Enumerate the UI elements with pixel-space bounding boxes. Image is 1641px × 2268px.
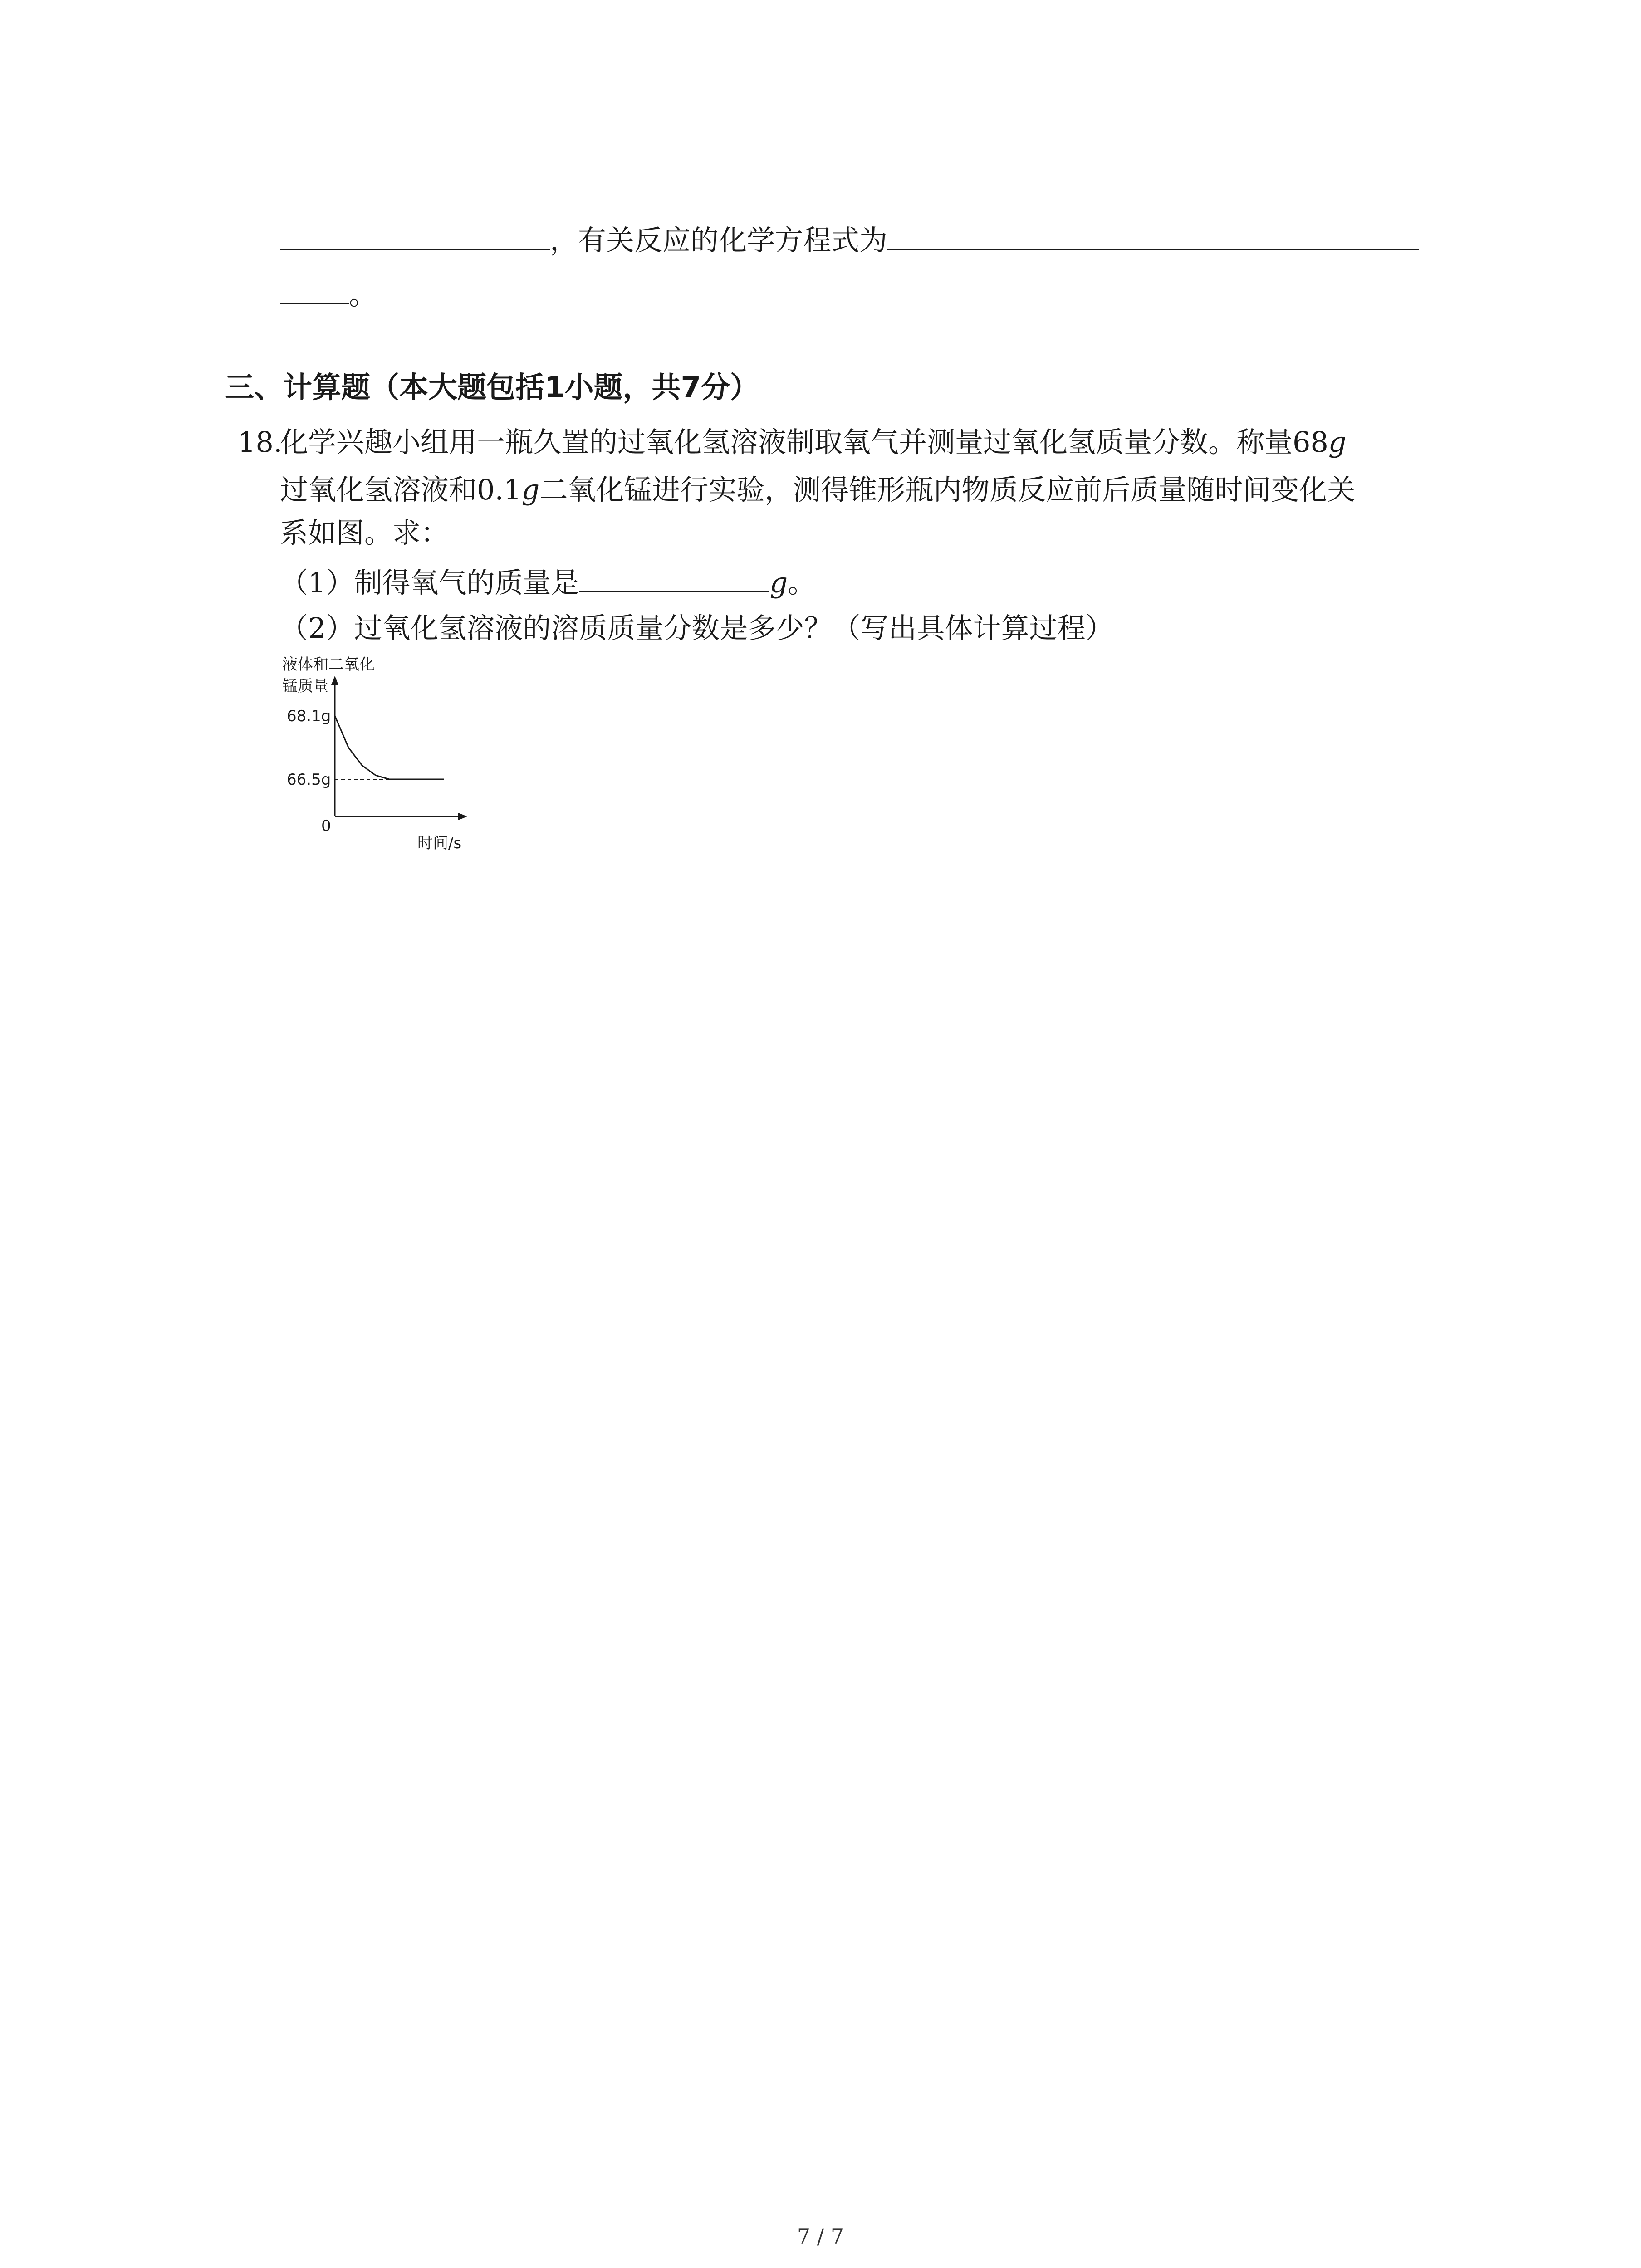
y-tick-label-bottom: 66.5g bbox=[287, 771, 331, 789]
answer-blank[interactable] bbox=[280, 223, 550, 250]
question-number: 18. bbox=[238, 425, 283, 459]
question-line-1 bbox=[280, 424, 1347, 460]
equation-blank[interactable] bbox=[887, 223, 1419, 250]
x-axis-label: 时间/s bbox=[417, 834, 462, 852]
oxygen-mass-blank[interactable] bbox=[579, 566, 769, 592]
unit-g: g bbox=[769, 566, 788, 599]
question-line-2 bbox=[280, 472, 1355, 508]
question-text: 系如图。求： bbox=[280, 516, 449, 549]
section-title: 三、计算题（本大题包括1小题，共7分） bbox=[225, 371, 759, 405]
sub-question-2 bbox=[280, 610, 1113, 646]
x-axis-arrow bbox=[458, 813, 467, 820]
mass-curve bbox=[335, 716, 444, 779]
equation-prompt: ，有关反应的化学方程式为 bbox=[550, 224, 888, 257]
unit-g: g bbox=[521, 473, 540, 506]
question-text: 二氧化锰进行实验，测得锥形瓶内物质反应前后质量随时间变化关 bbox=[539, 473, 1356, 506]
page-footer: 7 / 7 bbox=[797, 2224, 844, 2248]
unit-g: g bbox=[1328, 425, 1347, 459]
answer-line-1 bbox=[280, 222, 1419, 259]
y-axis-label-line1: 液体和二氧化 bbox=[282, 655, 375, 674]
equation-blank-continued[interactable] bbox=[280, 278, 349, 304]
question-line-3 bbox=[280, 515, 449, 551]
origin-label: 0 bbox=[321, 817, 331, 835]
question-text: 化学兴趣小组用一瓶久置的过氧化氢溶液制取氧气并测量过氧化氢质量分数。称量68 bbox=[280, 425, 1328, 459]
sub-question-text: （2）过氧化氢溶液的溶质质量分数是多少？（写出具体计算过程） bbox=[280, 611, 1114, 645]
sub-question-1 bbox=[280, 565, 816, 601]
answer-line-2 bbox=[280, 277, 377, 313]
question-text: 过氧化氢溶液和0.1 bbox=[280, 473, 522, 506]
period: 。 bbox=[788, 566, 816, 599]
y-axis-arrow bbox=[331, 676, 338, 685]
sub-question-text: （1）制得氧气的质量是 bbox=[280, 566, 579, 599]
period: 。 bbox=[349, 278, 377, 311]
y-axis-label-line2: 锰质量 bbox=[282, 677, 328, 695]
mass-time-chart bbox=[277, 653, 485, 853]
y-tick-label-top: 68.1g bbox=[287, 707, 331, 725]
